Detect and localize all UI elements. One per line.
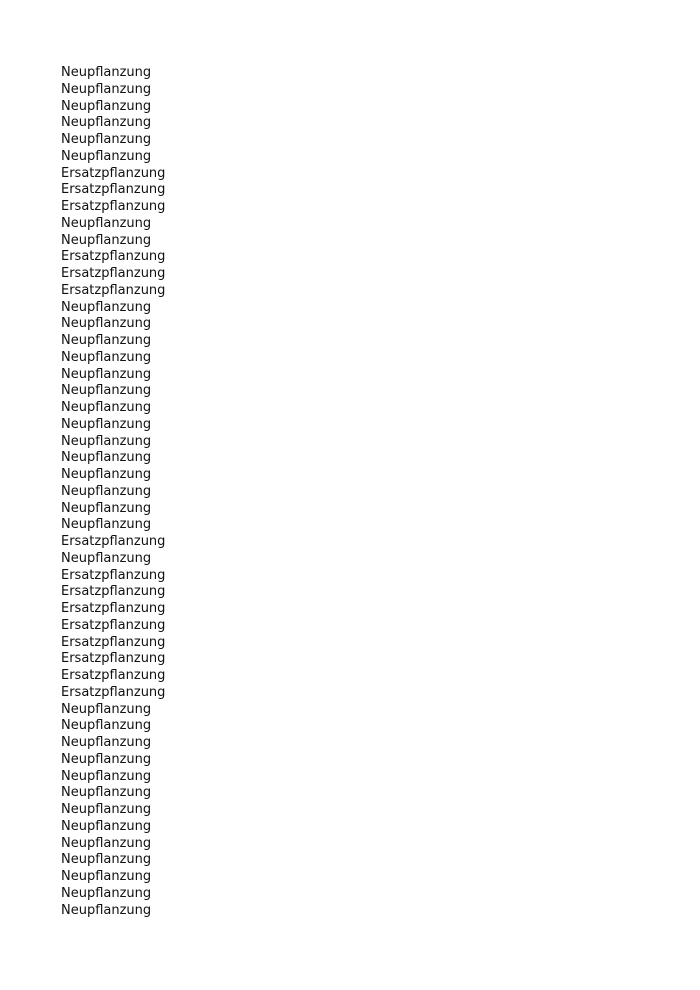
- list-item: Neupflanzung: [61, 299, 152, 315]
- list-item: Neupflanzung: [61, 416, 152, 432]
- list-item: Neupflanzung: [61, 885, 152, 901]
- list-item: Neupflanzung: [61, 818, 152, 834]
- list-item: Ersatzpflanzung: [61, 534, 166, 549]
- list-item: Neupflanzung: [61, 132, 152, 147]
- list-item: Neupflanzung: [61, 316, 152, 332]
- list-item: Neupflanzung: [61, 400, 152, 415]
- list-item: Neupflanzung: [61, 718, 152, 734]
- list-item: Neupflanzung: [61, 500, 152, 516]
- list-item: Neupflanzung: [61, 349, 152, 365]
- list-item: Ersatzpflanzung: [61, 584, 166, 600]
- list-item: Neupflanzung: [61, 98, 152, 114]
- list-item: Neupflanzung: [61, 65, 152, 80]
- list-item: Ersatzpflanzung: [61, 617, 166, 633]
- list-item: Ersatzpflanzung: [61, 601, 166, 616]
- list-item: Ersatzpflanzung: [61, 634, 166, 650]
- list-item: Ersatzpflanzung: [61, 651, 166, 667]
- list-item: Neupflanzung: [61, 550, 152, 566]
- list-item: Ersatzpflanzung: [61, 249, 166, 265]
- planting-type-list: [61, 65, 165, 919]
- list-item: Neupflanzung: [61, 333, 152, 348]
- list-item: Ersatzpflanzung: [61, 266, 166, 281]
- list-item: Neupflanzung: [61, 366, 152, 382]
- list-item: Ersatzpflanzung: [61, 199, 166, 214]
- list-item: Neupflanzung: [61, 735, 152, 750]
- list-item: Neupflanzung: [61, 115, 152, 131]
- list-item: Neupflanzung: [61, 450, 152, 466]
- list-item: Ersatzpflanzung: [61, 567, 166, 583]
- list-item: Neupflanzung: [61, 483, 152, 499]
- list-item: Neupflanzung: [61, 433, 152, 449]
- list-item: Neupflanzung: [61, 768, 152, 784]
- list-item: Neupflanzung: [61, 215, 152, 231]
- list-item: Neupflanzung: [61, 869, 152, 884]
- list-item: Ersatzpflanzung: [61, 165, 166, 181]
- list-item: Ersatzpflanzung: [61, 182, 166, 198]
- list-item: Neupflanzung: [61, 751, 152, 767]
- list-item: Neupflanzung: [61, 852, 152, 868]
- list-item: Neupflanzung: [61, 81, 152, 97]
- list-item: Neupflanzung: [61, 902, 152, 918]
- list-item: Neupflanzung: [61, 701, 152, 717]
- list-item: Neupflanzung: [61, 802, 152, 817]
- list-item: Neupflanzung: [61, 835, 152, 851]
- list-item: Neupflanzung: [61, 148, 152, 164]
- list-item: Neupflanzung: [61, 517, 152, 533]
- list-item: Ersatzpflanzung: [61, 282, 166, 298]
- list-item: Neupflanzung: [61, 232, 152, 248]
- list-item: Neupflanzung: [61, 467, 152, 482]
- list-item: Ersatzpflanzung: [61, 668, 166, 683]
- list-item: Ersatzpflanzung: [61, 684, 166, 700]
- list-item: Neupflanzung: [61, 785, 152, 801]
- list-item: Neupflanzung: [61, 383, 152, 399]
